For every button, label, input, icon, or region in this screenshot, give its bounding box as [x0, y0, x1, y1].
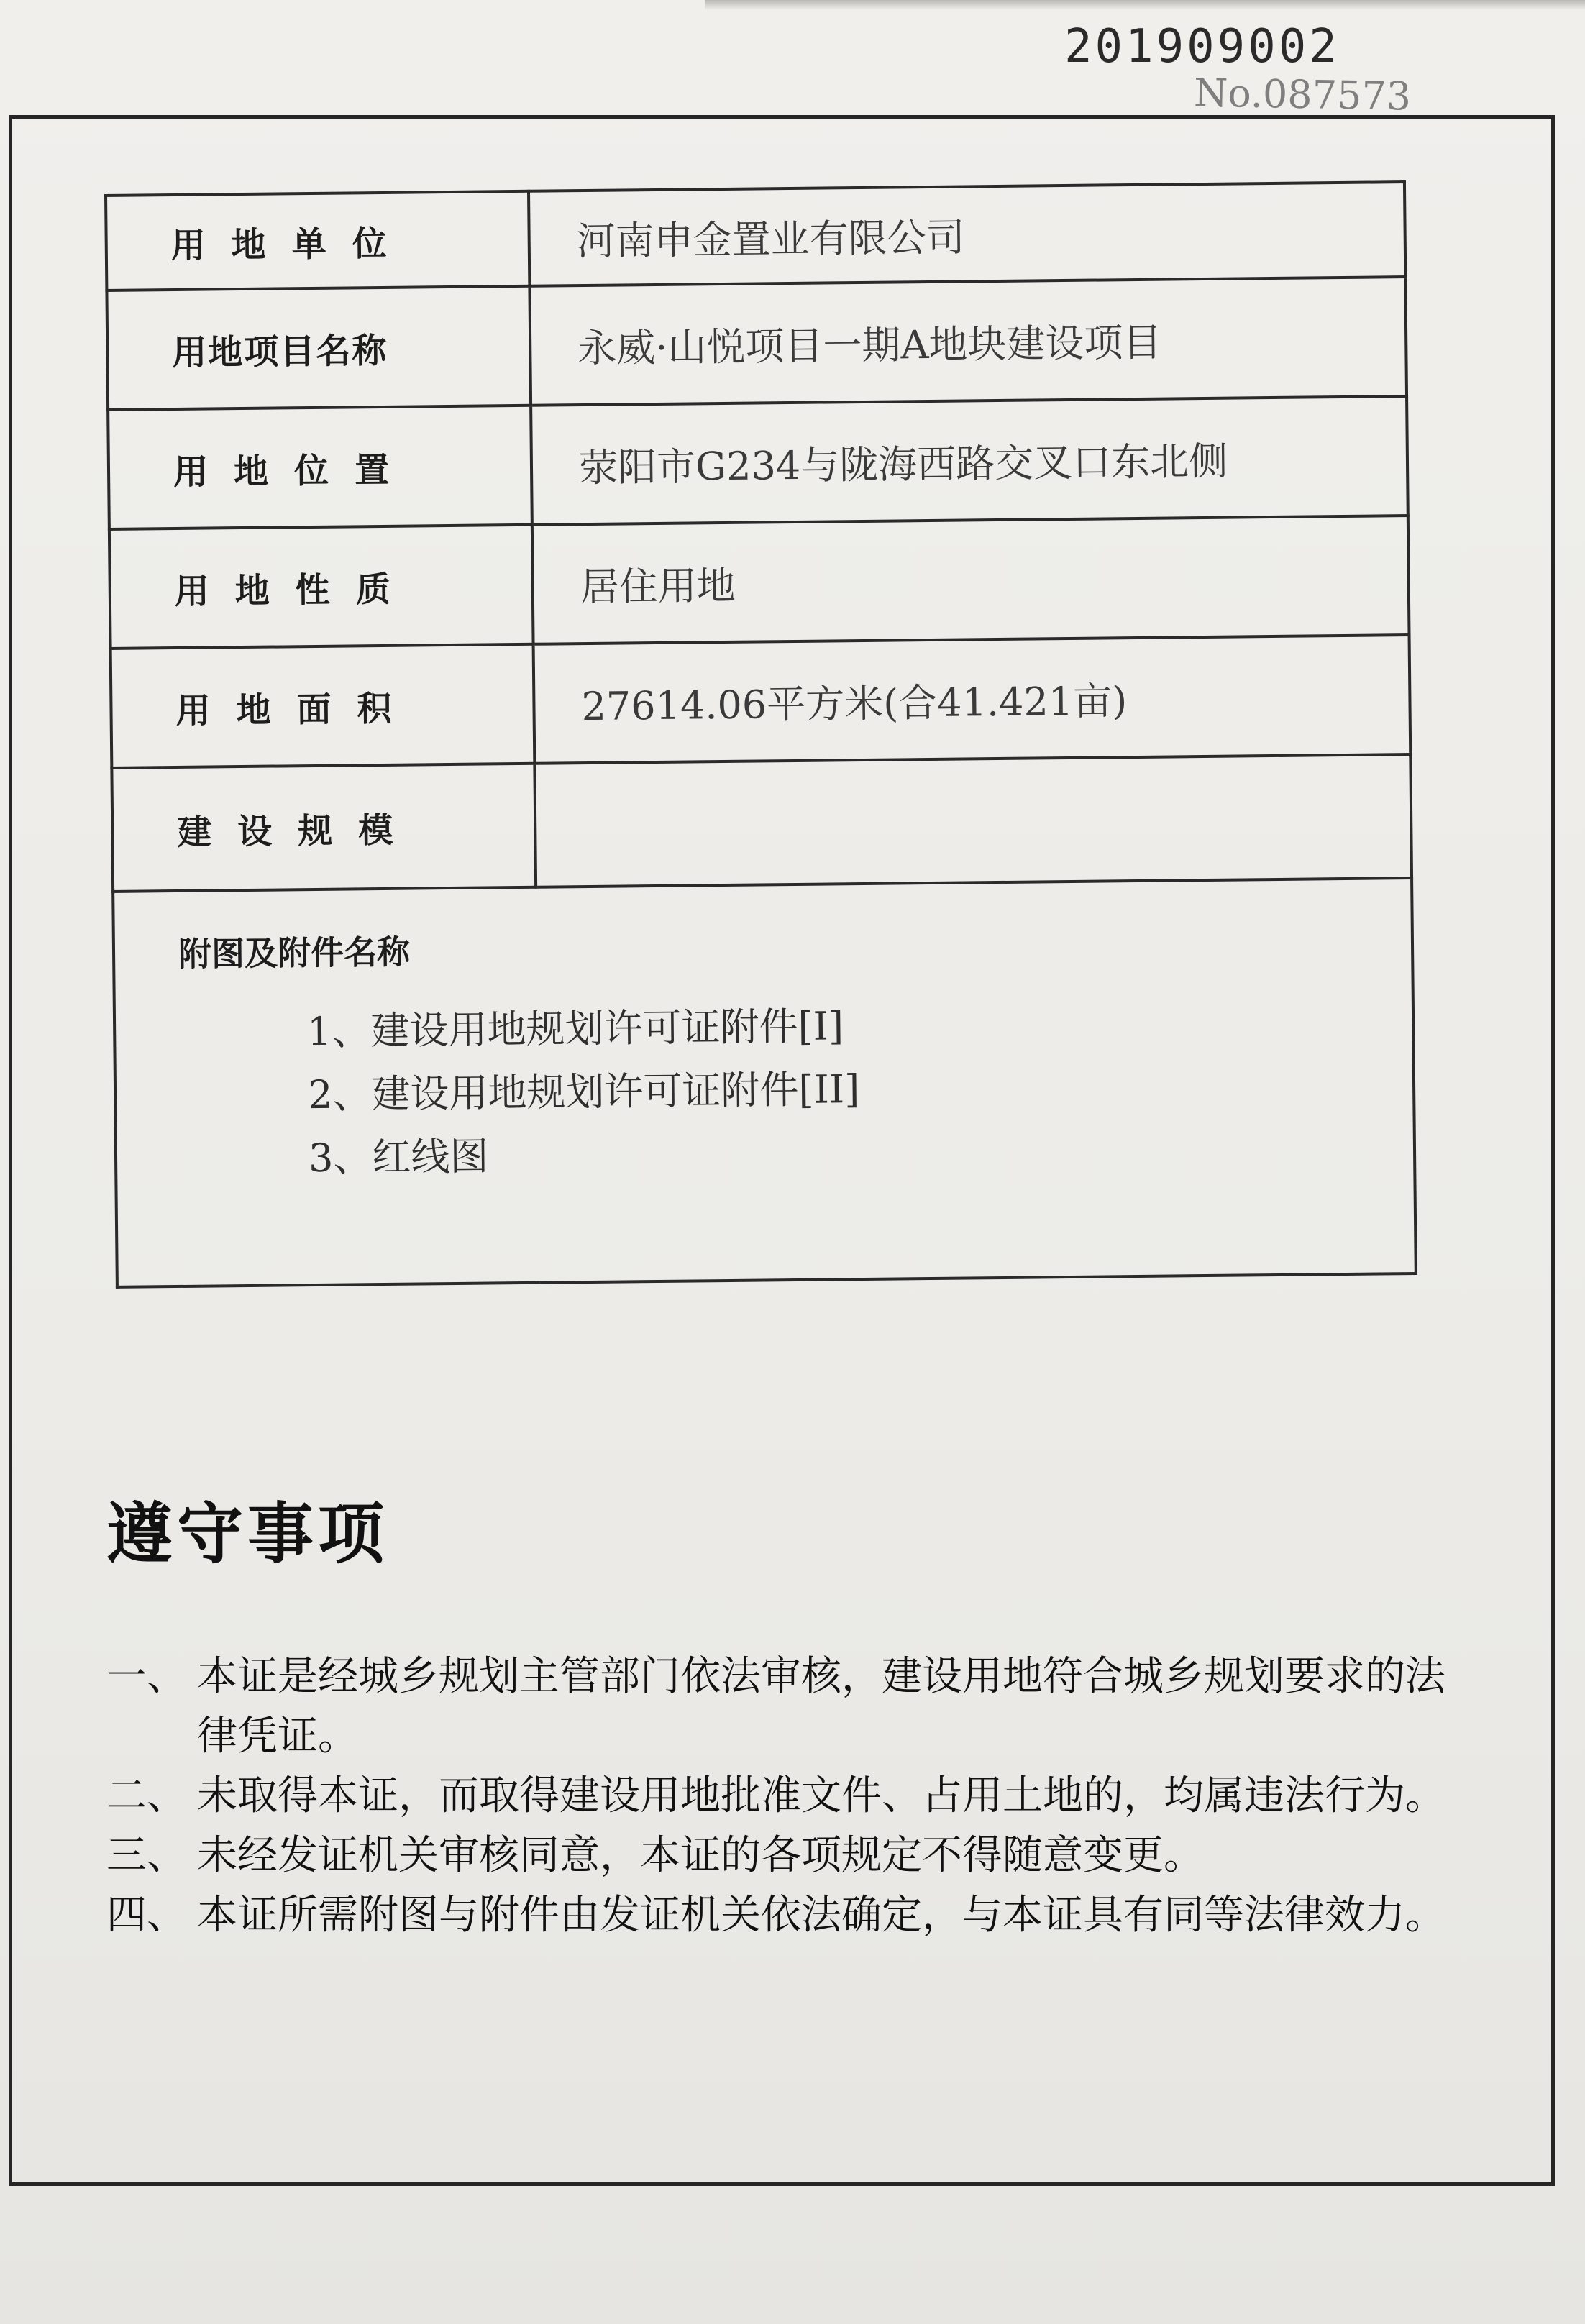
value-land-nature: 居住用地 [532, 516, 1410, 644]
note-text: 未取得本证，而取得建设用地批准文件、占用土地的，均属违法行为。 [197, 1772, 1445, 1819]
value-project-name: 永威·山悦项目一期A地块建设项目 [529, 277, 1407, 406]
note-number: 三、 [106, 1832, 187, 1879]
form-row-land-user [106, 182, 1405, 290]
attachment-item: 2、建设用地规划许可证附件[II] [307, 1066, 860, 1118]
value-land-user: 河南申金置业有限公司 [529, 182, 1405, 286]
attachments-list [179, 989, 1414, 1191]
label-project-name: 用地项目名称 [106, 286, 531, 410]
form-row-scale [111, 754, 1412, 892]
label-land-area: 用地面积 [111, 644, 535, 768]
note-item [106, 1647, 1473, 1766]
land-use-form-table [104, 180, 1417, 1289]
label-construction-scale: 建设规模 [111, 764, 536, 892]
note-item [106, 1826, 1473, 1885]
page-edge-shadow [705, 0, 1585, 10]
notes-title: 遵守事项 [106, 1496, 389, 1573]
note-number: 二、 [106, 1772, 187, 1819]
attachments-cell [113, 878, 1416, 1287]
label-location: 用地位置 [108, 406, 532, 529]
form-row-project-name [106, 277, 1407, 410]
note-item [106, 1885, 1473, 1945]
note-text: 未经发证机关审核同意，本证的各项规定不得随意变更。 [197, 1832, 1204, 1879]
form-row-location [108, 396, 1408, 529]
note-text: 本证是经城乡规划主管部门依法审核，建设用地符合城乡规划要求的法律凭证。 [197, 1653, 1445, 1760]
value-land-area: 27614.06平方米(合41.421亩) [534, 635, 1411, 764]
label-land-user: 用地单位 [106, 191, 529, 290]
attachments-title: 附图及附件名称 [178, 932, 411, 974]
attachment-item: 3、红线图 [308, 1133, 489, 1181]
note-item [106, 1766, 1473, 1826]
notes-list [106, 1647, 1473, 1945]
value-location: 荥阳市G234与陇海西路交叉口东北侧 [531, 396, 1408, 525]
note-number: 一、 [106, 1653, 187, 1700]
note-text: 本证所需附图与附件由发证机关依法确定，与本证具有同等法律效力。 [197, 1892, 1445, 1939]
note-number: 四、 [106, 1892, 187, 1939]
form-row-land-area [111, 635, 1411, 768]
certificate-number: No.087573 [1193, 70, 1412, 119]
value-construction-scale [534, 754, 1412, 887]
form-row-attachments [113, 878, 1416, 1287]
label-land-nature: 用地性质 [109, 525, 534, 649]
form-row-land-nature [109, 516, 1410, 649]
attachment-item: 1、建设用地规划许可证附件[I] [306, 1003, 844, 1055]
serial-number: 201909002 [1064, 20, 1340, 73]
